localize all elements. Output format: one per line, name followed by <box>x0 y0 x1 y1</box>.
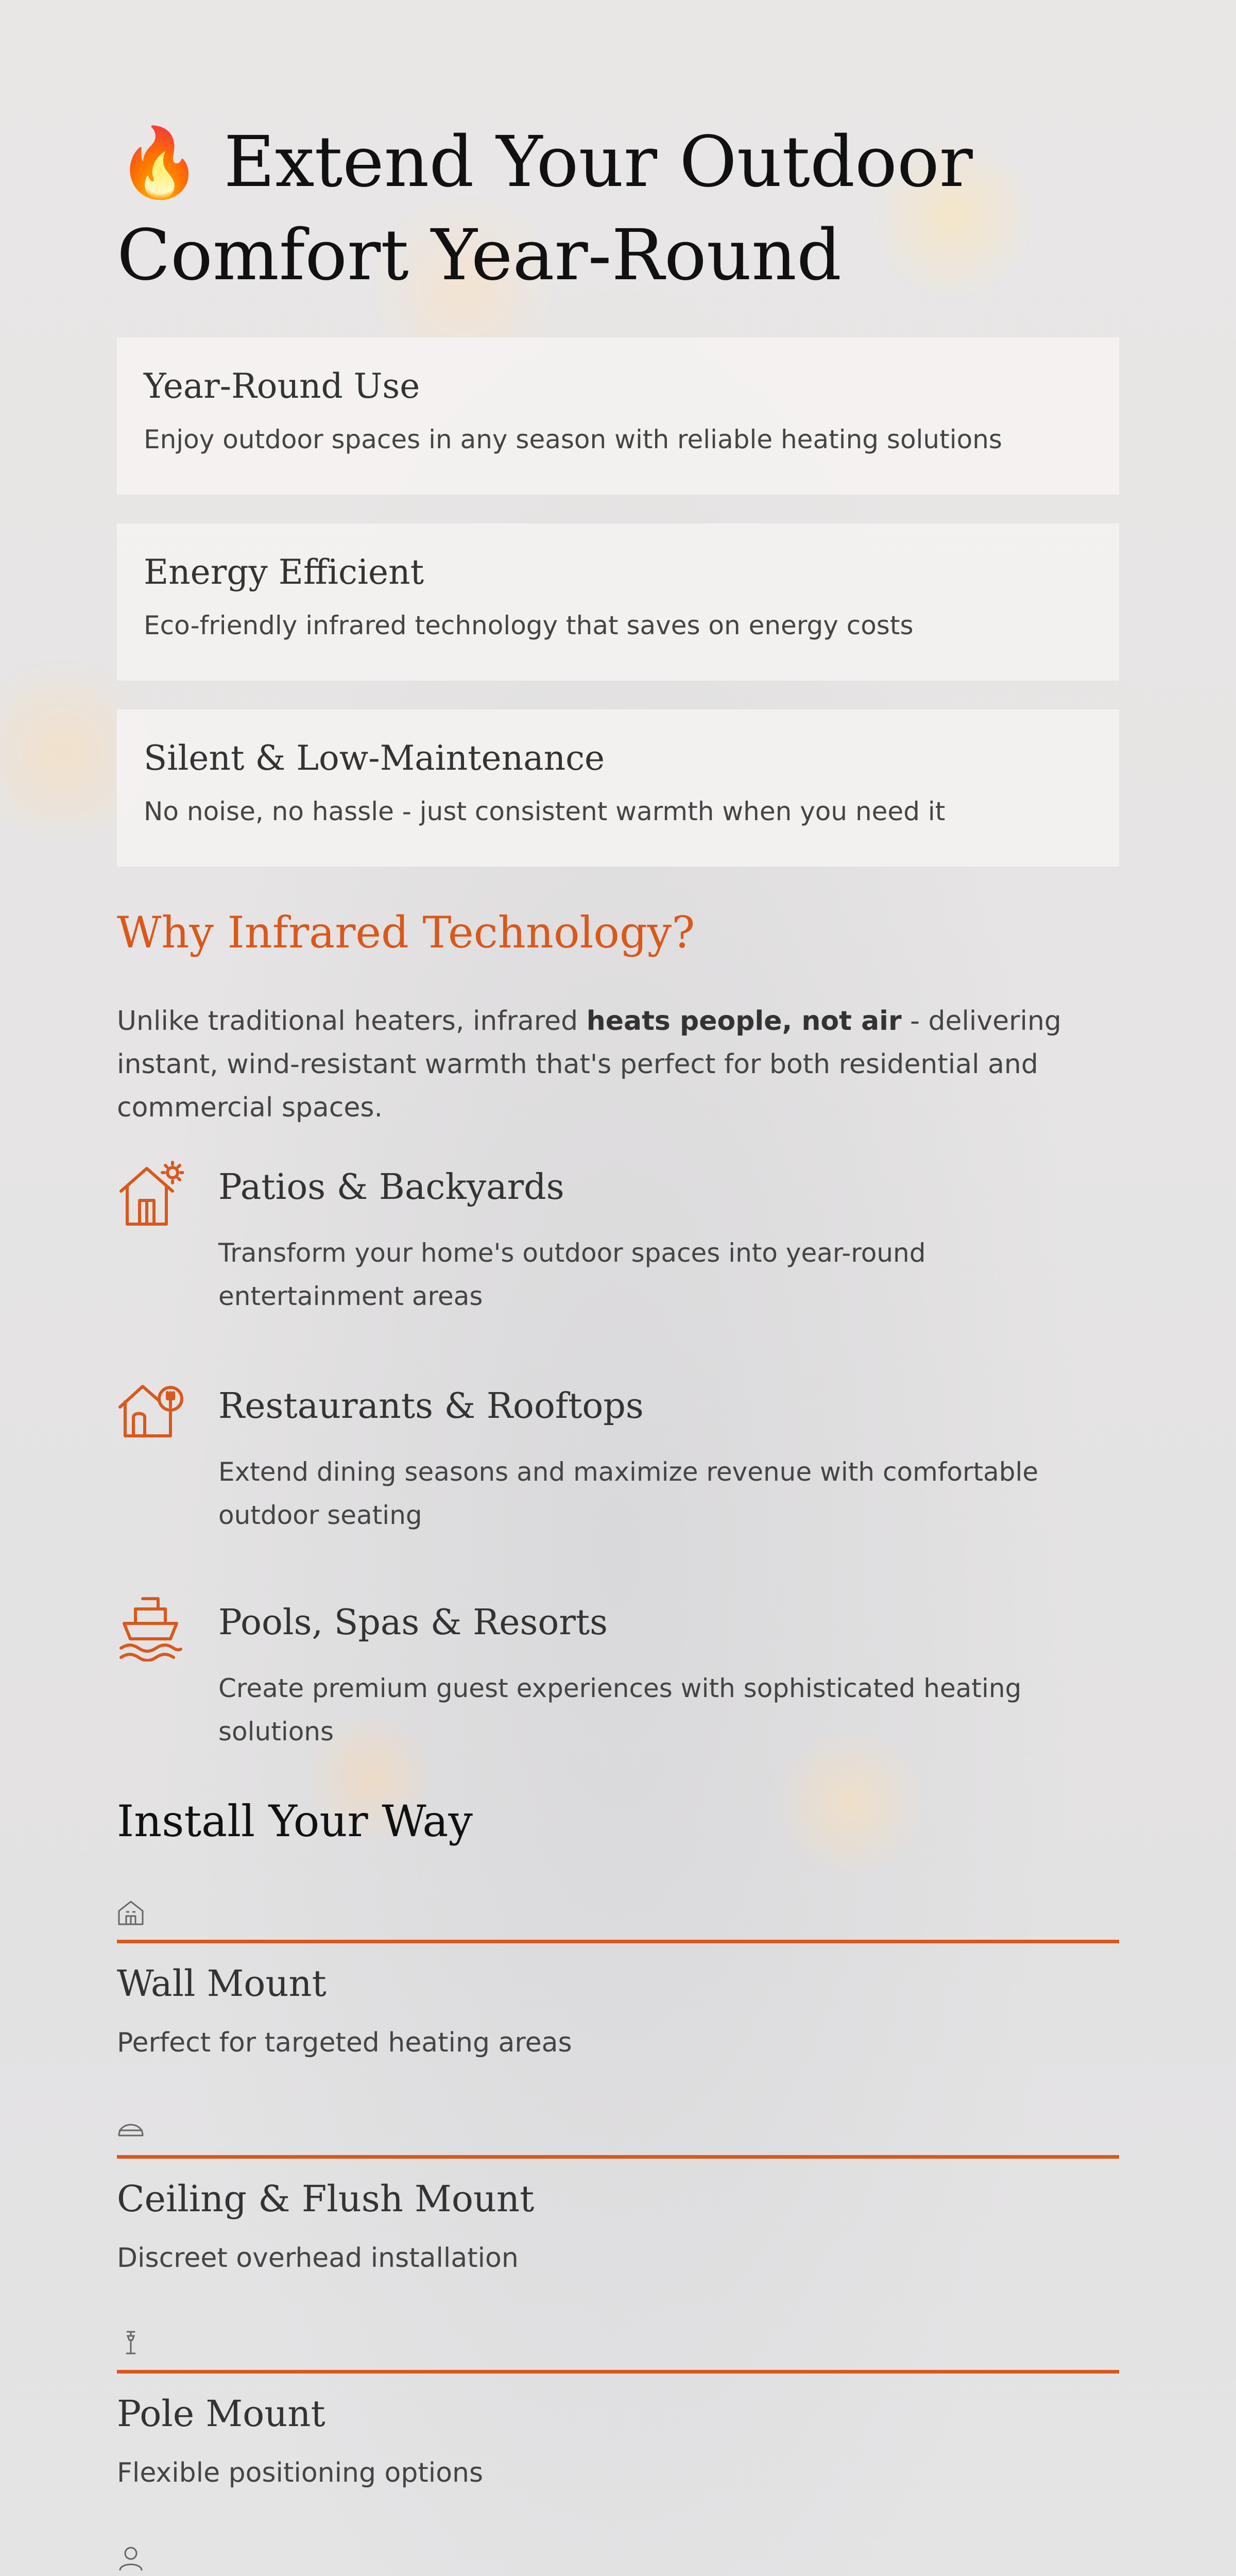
use-case-text: Transform your home's outdoor spaces into year-round entertainment areas <box>218 1238 926 1311</box>
divider <box>117 1940 1119 1943</box>
install-title: Ceiling & Flush Mount <box>117 2178 535 2220</box>
feature-card-energy <box>117 523 1119 681</box>
user-icon <box>117 2544 145 2572</box>
divider <box>117 2370 1119 2374</box>
flame-icon: 🔥 <box>117 123 202 202</box>
install-text: Discreet overhead installation <box>117 2243 519 2274</box>
pole-icon <box>117 2329 145 2357</box>
use-case-text: Extend dining seasons and maximize revenue with comfortable outdoor seating <box>218 1457 1039 1530</box>
why-body-text: Unlike traditional heaters, infrared <box>117 1006 587 1037</box>
install-title: Wall Mount <box>117 1962 327 2005</box>
install-title: Pole Mount <box>117 2393 325 2435</box>
use-case-title: Restaurants & Rooftops <box>218 1386 644 1427</box>
install-text: Flexible positioning options <box>117 2458 484 2488</box>
feature-title: Energy Efficient <box>144 552 424 592</box>
feature-title: Silent & Low-Maintenance <box>144 738 605 778</box>
feature-text: Eco-friendly infrared technology that saves on energy costs <box>144 611 914 640</box>
install-heading: Install Your Way <box>117 1796 473 1846</box>
ceiling-dome-icon <box>117 2114 145 2142</box>
page-title-text: Extend Your Outdoor Comfort Year-Round <box>117 122 973 296</box>
why-infrared-heading: Why Infrared Technology? <box>117 907 695 958</box>
use-case-title: Pools, Spas & Resorts <box>218 1602 608 1643</box>
feature-title: Year-Round Use <box>144 366 420 406</box>
install-text: Perfect for targeted heating areas <box>117 2027 572 2058</box>
feature-text: No noise, no hassle - just consistent warmth when you need it <box>144 796 946 826</box>
building-icon <box>117 1899 145 1926</box>
feature-card-silent <box>117 709 1119 867</box>
why-body-emphasis: heats people, not air <box>586 1006 902 1037</box>
why-infrared-body <box>117 999 1119 1129</box>
feature-text: Enjoy outdoor spaces in any season with reliable heating solutions <box>144 425 1002 454</box>
feature-card-year-round <box>117 337 1119 495</box>
ship-waves-icon <box>117 1595 184 1662</box>
use-case-text: Create premium guest experiences with sophisticated heating solutions <box>218 1673 1022 1747</box>
use-case-title: Patios & Backyards <box>218 1167 564 1208</box>
house-sun-icon <box>117 1159 184 1226</box>
restaurant-icon <box>117 1378 184 1445</box>
why-body-text-end: - delivering instant, wind-resistant warmth that's perfect for both residential and commercial spaces. <box>117 1006 1061 1123</box>
divider <box>117 2155 1119 2159</box>
page-title <box>117 116 1119 302</box>
